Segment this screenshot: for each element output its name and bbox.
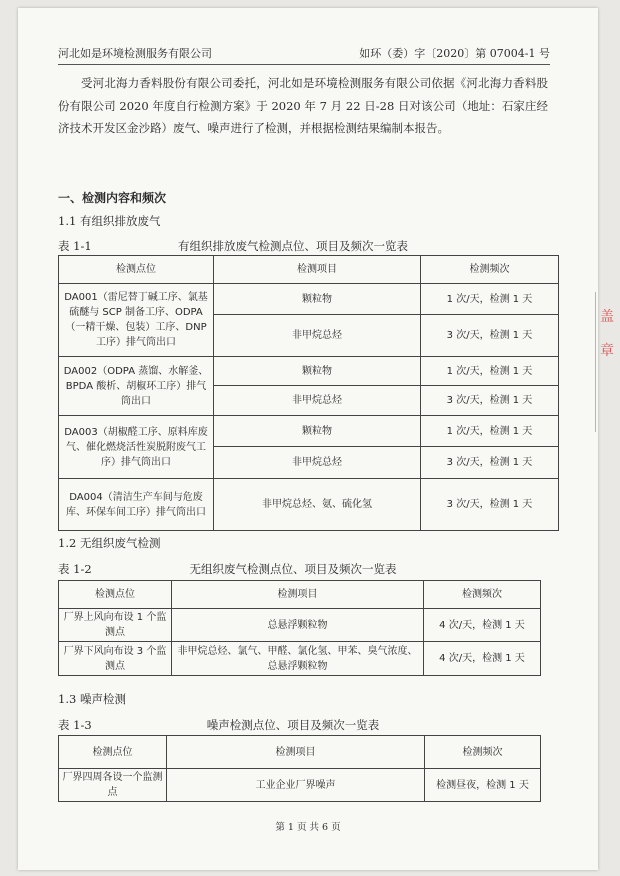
table-1-3 [58,735,541,802]
table-cell-item: 颗粒物 [214,284,421,315]
table-cell-frequency: 检测昼夜，检测 1 天 [425,769,541,802]
column-header: 检测频次 [421,256,559,284]
table-cell-frequency: 3 次/天，检测 1 天 [421,315,559,357]
subsection-heading-1-2: 1.2 无组织废气检测 [58,536,161,550]
table-number: 表 1-3 [58,718,92,732]
table-title: 有组织排放废气检测点位、项目及频次一览表 [178,239,408,253]
intro-paragraph: 受河北海力香料股份有限公司委托，河北如是环境检测服务有限公司依据《河北海力香料股份有限公司 2020 年度自行检测方案》于 2020 年 7 月 22 日-28 日对该公司（地址：石家庄经济技术开发区金沙路）废气、噪声进行了检测，并根据检测结果编制本报告。 [58,76,548,135]
table-cell-frequency: 4 次/天，检测 1 天 [424,642,541,676]
table-cell-item: 颗粒物 [214,416,421,447]
table-cell-frequency: 4 次/天，检测 1 天 [424,609,541,642]
page-header [58,44,550,65]
table-cell-point: DA002（ODPA 蒸馏、水解釜、BPDA 酸析、胡椒环工序）排气筒出口 [59,357,214,416]
table-cell-item: 非甲烷总烃 [214,386,421,416]
section-heading: 一、检测内容和频次 [58,191,167,205]
table-number: 表 1-2 [58,562,92,576]
table-cell-item: 颗粒物 [214,357,421,386]
table-cell-point: DA003（胡椒醛工序、原料库废气、催化燃烧活性炭脱附废气工序）排气筒出口 [59,416,214,479]
table-1-2 [58,580,541,676]
subsection-heading-1-1: 1.1 有组织排放废气 [58,214,161,228]
table-cell-item: 非甲烷总烃 [214,315,421,357]
table-cell-point: DA001（雷尼替丁碱工序、氯基硫醚与 SCP 制备工序、ODPA（一精干燥、包装）工序、DNP 工序）排气筒出口 [59,284,214,357]
column-header: 检测项目 [172,581,424,609]
table-cell-point: 厂界四周各设一个监测点 [59,769,167,802]
table-cell-point: 厂界上风向布设 1 个监测点 [59,609,172,642]
column-header: 检测项目 [214,256,421,284]
table-title: 噪声检测点位、项目及频次一览表 [206,718,380,732]
company-name: 河北如是环境检测服务有限公司 [58,47,212,60]
column-header: 检测项目 [167,736,425,769]
table-cell-frequency: 3 次/天，检测 1 天 [421,386,559,416]
report-number: 如环（委）字〔2020〕第 07004-1 号 [359,47,550,60]
table-cell-item: 非甲烷总烃、氯气、甲醛、氯化氢、甲苯、臭气浓度、总悬浮颗粒物 [172,642,424,676]
table-cell-frequency: 3 次/天，检测 1 天 [421,479,559,531]
table-number: 表 1-1 [58,239,92,253]
table-cell-item: 总悬浮颗粒物 [172,609,424,642]
table-cell-frequency: 1 次/天，检测 1 天 [421,357,559,386]
table-1-1 [58,255,559,531]
column-header: 检测点位 [59,256,214,284]
table-cell-frequency: 3 次/天，检测 1 天 [421,447,559,479]
table-cell-frequency: 1 次/天，检测 1 天 [421,284,559,315]
table-cell-item: 非甲烷总烃、氨、硫化氢 [214,479,421,531]
subsection-heading-1-3: 1.3 噪声检测 [58,692,126,706]
table-cell-point: DA004（清洁生产车间与危废库、环保车间工序）排气筒出口 [59,479,214,531]
column-header: 检测点位 [59,581,172,609]
table-title: 无组织废气检测点位、项目及频次一览表 [189,562,397,576]
column-header: 检测点位 [59,736,167,769]
seal-stamp-fragment: 盖 章 [595,292,618,432]
column-header: 检测频次 [424,581,541,609]
table-cell-frequency: 1 次/天，检测 1 天 [421,416,559,447]
page-footer: 第 1 页 共 6 页 [275,822,341,833]
table-cell-item: 非甲烷总烃 [214,447,421,479]
table-cell-item: 工业企业厂界噪声 [167,769,425,802]
report-page [18,8,598,870]
column-header: 检测频次 [425,736,541,769]
table-cell-point: 厂界下风向布设 3 个监测点 [59,642,172,676]
